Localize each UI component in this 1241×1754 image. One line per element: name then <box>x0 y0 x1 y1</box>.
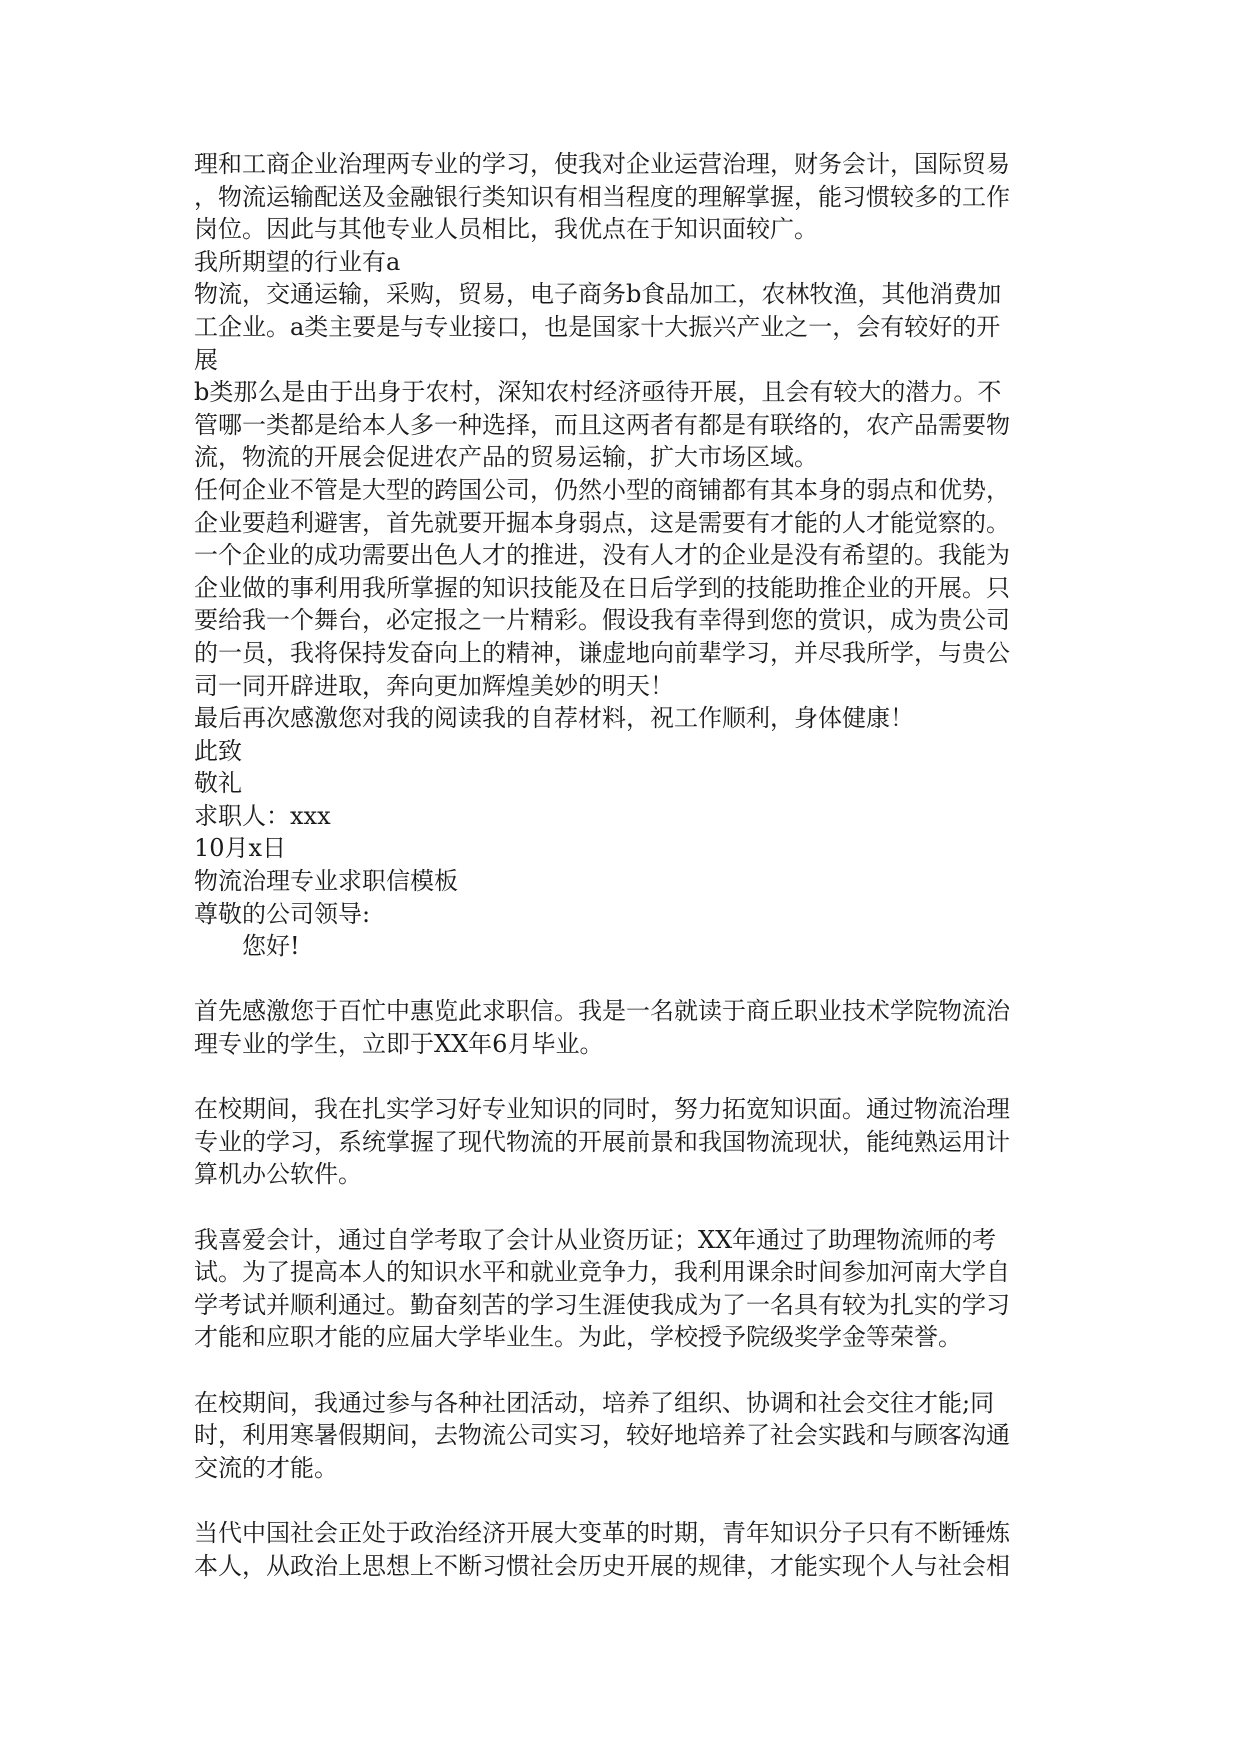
text-line: 我喜爱会计，通过自学考取了会计从业资历证；XX年通过了助理物流师的考 <box>194 1225 997 1254</box>
text-line: 一个企业的成功需要出色人才的推进，没有人才的企业是没有希望的。我能为 <box>194 541 1010 570</box>
text-line: 理和工商企业治理两专业的学习，使我对企业运营治理，财务会计，国际贸易 <box>194 150 1010 178</box>
text-line: 在校期间，我在扎实学习好专业知识的同时，努力拓宽知识面。通过物流治理 <box>194 1095 1010 1124</box>
text-line: 企业要趋利避害，首先就要开掘本身弱点，这是需要有才能的人才能觉察的。 <box>194 508 1010 537</box>
text-line: 企业做的事利用我所掌握的知识技能及在日后学到的技能助推企业的开展。只 <box>194 573 1010 602</box>
text-line: 的一员，我将保持发奋向上的精神，谦虚地向前辈学习，并尽我所学，与贵公 <box>194 638 1010 667</box>
paragraph-activities <box>194 1387 1054 1485</box>
text-line: 流，物流的开展会促进农产品的贸易运输，扩大市场区域。 <box>194 443 818 472</box>
text-line: 司一同开辟进取，奔向更加辉煌美妙的明天！ <box>194 671 674 700</box>
text-line: 算机办公软件。 <box>194 1160 362 1189</box>
text-line: ，物流运输配送及金融银行类知识有相当程度的理解掌握，能习惯较多的工作 <box>194 182 1010 211</box>
text-line: 任何企业不管是大型的跨国公司，仍然小型的商铺都有其本身的弱点和优势， <box>194 475 1010 504</box>
closing-line: 此致 <box>194 736 242 765</box>
text-line: 当代中国社会正处于政治经济开展大变革的时期，青年知识分子只有不断锤炼 <box>194 1518 1010 1547</box>
text-line: 交流的才能。 <box>194 1453 338 1482</box>
text-line: 要给我一个舞台，必定报之一片精彩。假设我有幸得到您的赏识，成为贵公司 <box>194 606 1010 635</box>
text-line: 我所期望的行业有a <box>194 247 401 276</box>
text-line: 本人，从政治上思想上不断习惯社会历史开展的规律，才能实现个人与社会相 <box>194 1551 1010 1580</box>
text-line: 工企业。a类主要是与专业接口，也是国家十大振兴产业之一，会有较好的开 <box>194 312 1001 341</box>
signature-line: 求职人：xxx <box>194 801 331 830</box>
text-line: 试。为了提高本人的知识水平和就业竞争力，我利用课余时间参加河南大学自 <box>194 1258 1010 1287</box>
paragraph-study <box>194 1093 1054 1191</box>
text-line: 管哪一类都是给本人多一种选择，而且这两者有都是有联络的，农产品需要物 <box>194 410 1010 439</box>
closing-line: 敬礼 <box>194 769 242 798</box>
text-line: 才能和应职才能的应届大学毕业生。为此，学校授予院级奖学金等荣誉。 <box>194 1323 962 1352</box>
letter-body <box>194 148 1054 1582</box>
paragraph-qualifications <box>194 1224 1054 1354</box>
text-line: 理专业的学生，立即于XX年6月毕业。 <box>194 1030 604 1059</box>
text-line: 学考试并顺利通过。勤奋刻苦的学习生涯使我成为了一名具有较为扎实的学习 <box>194 1290 1010 1319</box>
date-line: 10月x日 <box>194 834 287 863</box>
section-title: 物流治理专业求职信模板 <box>194 867 458 896</box>
text-line: 首先感激您于百忙中惠览此求职信。我是一名就读于商丘职业技术学院物流治 <box>194 997 1010 1026</box>
text-line: b类那么是由于出身于农村，深知农村经济亟待开展，且会有较大的潜力。不 <box>194 378 1002 407</box>
paragraph-intro <box>194 995 1054 1060</box>
text-line: 专业的学习，系统掌握了现代物流的开展前景和我国物流现状，能纯熟运用计 <box>194 1127 1010 1156</box>
text-line: 物流，交通运输，采购，贸易，电子商务b食品加工，农林牧渔，其他消费加 <box>194 280 1002 309</box>
text-line: 在校期间，我通过参与各种社团活动，培养了组织、协调和社会交往才能;同 <box>194 1388 995 1417</box>
text-line: 岗位。因此与其他专业人员相比，我优点在于知识面较广。 <box>194 215 818 244</box>
greeting: 您好! <box>242 932 300 961</box>
paragraph-society <box>194 1517 1054 1582</box>
text-line: 展 <box>194 345 218 374</box>
salutation: 尊敬的公司领导: <box>194 899 371 928</box>
text-line: 时，利用寒暑假期间，去物流公司实习，较好地培养了社会实践和与顾客沟通 <box>194 1421 1010 1450</box>
text-line: 最后再次感激您对我的阅读我的自荐材料，祝工作顺利，身体健康！ <box>194 704 914 733</box>
